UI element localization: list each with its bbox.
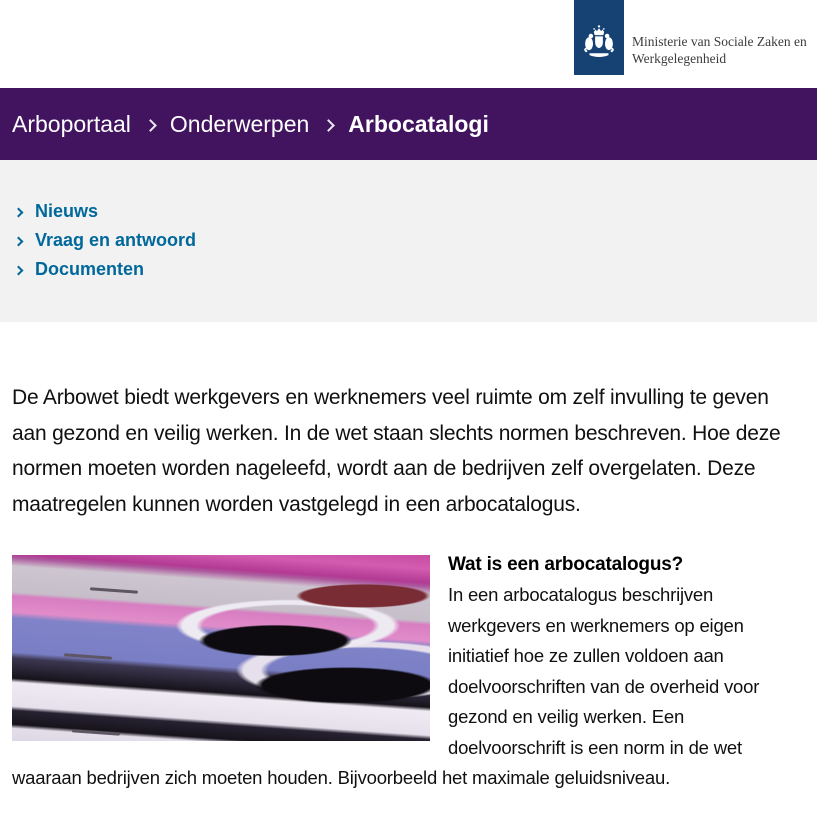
link-label: Documenten [35, 259, 145, 279]
chevron-right-icon [14, 265, 24, 275]
coat-of-arms-icon [580, 24, 618, 66]
link-vraag-en-antwoord[interactable] [13, 226, 196, 255]
rijksoverheid-logo[interactable] [574, 0, 624, 75]
ministry-name-line1: Ministerie van Sociale Zaken en [632, 34, 807, 49]
link-label: Nieuws [35, 201, 99, 221]
quicklinks-section [0, 160, 817, 322]
breadcrumb-item-arbocatalogi: Arbocatalogi [348, 110, 489, 137]
breadcrumb-item-onderwerpen[interactable]: Onderwerpen [169, 110, 310, 137]
section-heading: Wat is een arbocatalogus? [448, 554, 684, 575]
arbocatalogus-section [12, 550, 805, 794]
link-documenten[interactable] [13, 255, 144, 284]
chevron-right-icon [144, 119, 157, 132]
chevron-right-icon [322, 119, 335, 132]
chevron-right-icon [14, 236, 24, 246]
link-label: Vraag en antwoord [35, 230, 197, 250]
magazines-photo [12, 555, 430, 741]
main-content [0, 380, 817, 794]
section-paragraph: In een arbocatalogus beschrijven werkgevers en werknemers op eigen initiatief hoe ze zullen voldoen aan doelvoorschriften van de overheid voor gezond en veilig werken. Een doelvoorschrift is een norm in de wet waaraan bedrijven zich moeten houden. Bijvoorbeeld het maximale geluidsniveau. [12, 584, 760, 788]
magazines-photo-folds [12, 555, 430, 741]
breadcrumb [0, 88, 817, 160]
link-nieuws[interactable] [13, 197, 98, 226]
site-header [0, 0, 817, 88]
ministry-name [632, 33, 807, 67]
intro-paragraph: De Arbowet biedt werkgevers en werknemers veel ruimte om zelf invulling te geven aan gezond en veilig werken. In de wet staan slechts normen beschreven. Hoe deze normen moeten worden nageleefd, wordt aan de bedrijven zelf overgelaten. Deze maatregelen kunnen worden vastgelegd in een arbocatalogus. [12, 386, 781, 516]
ministry-name-line2: Werkgelegenheid [632, 51, 727, 66]
breadcrumb-item-arboportaal[interactable]: Arboportaal [12, 110, 131, 137]
chevron-right-icon [14, 207, 24, 217]
